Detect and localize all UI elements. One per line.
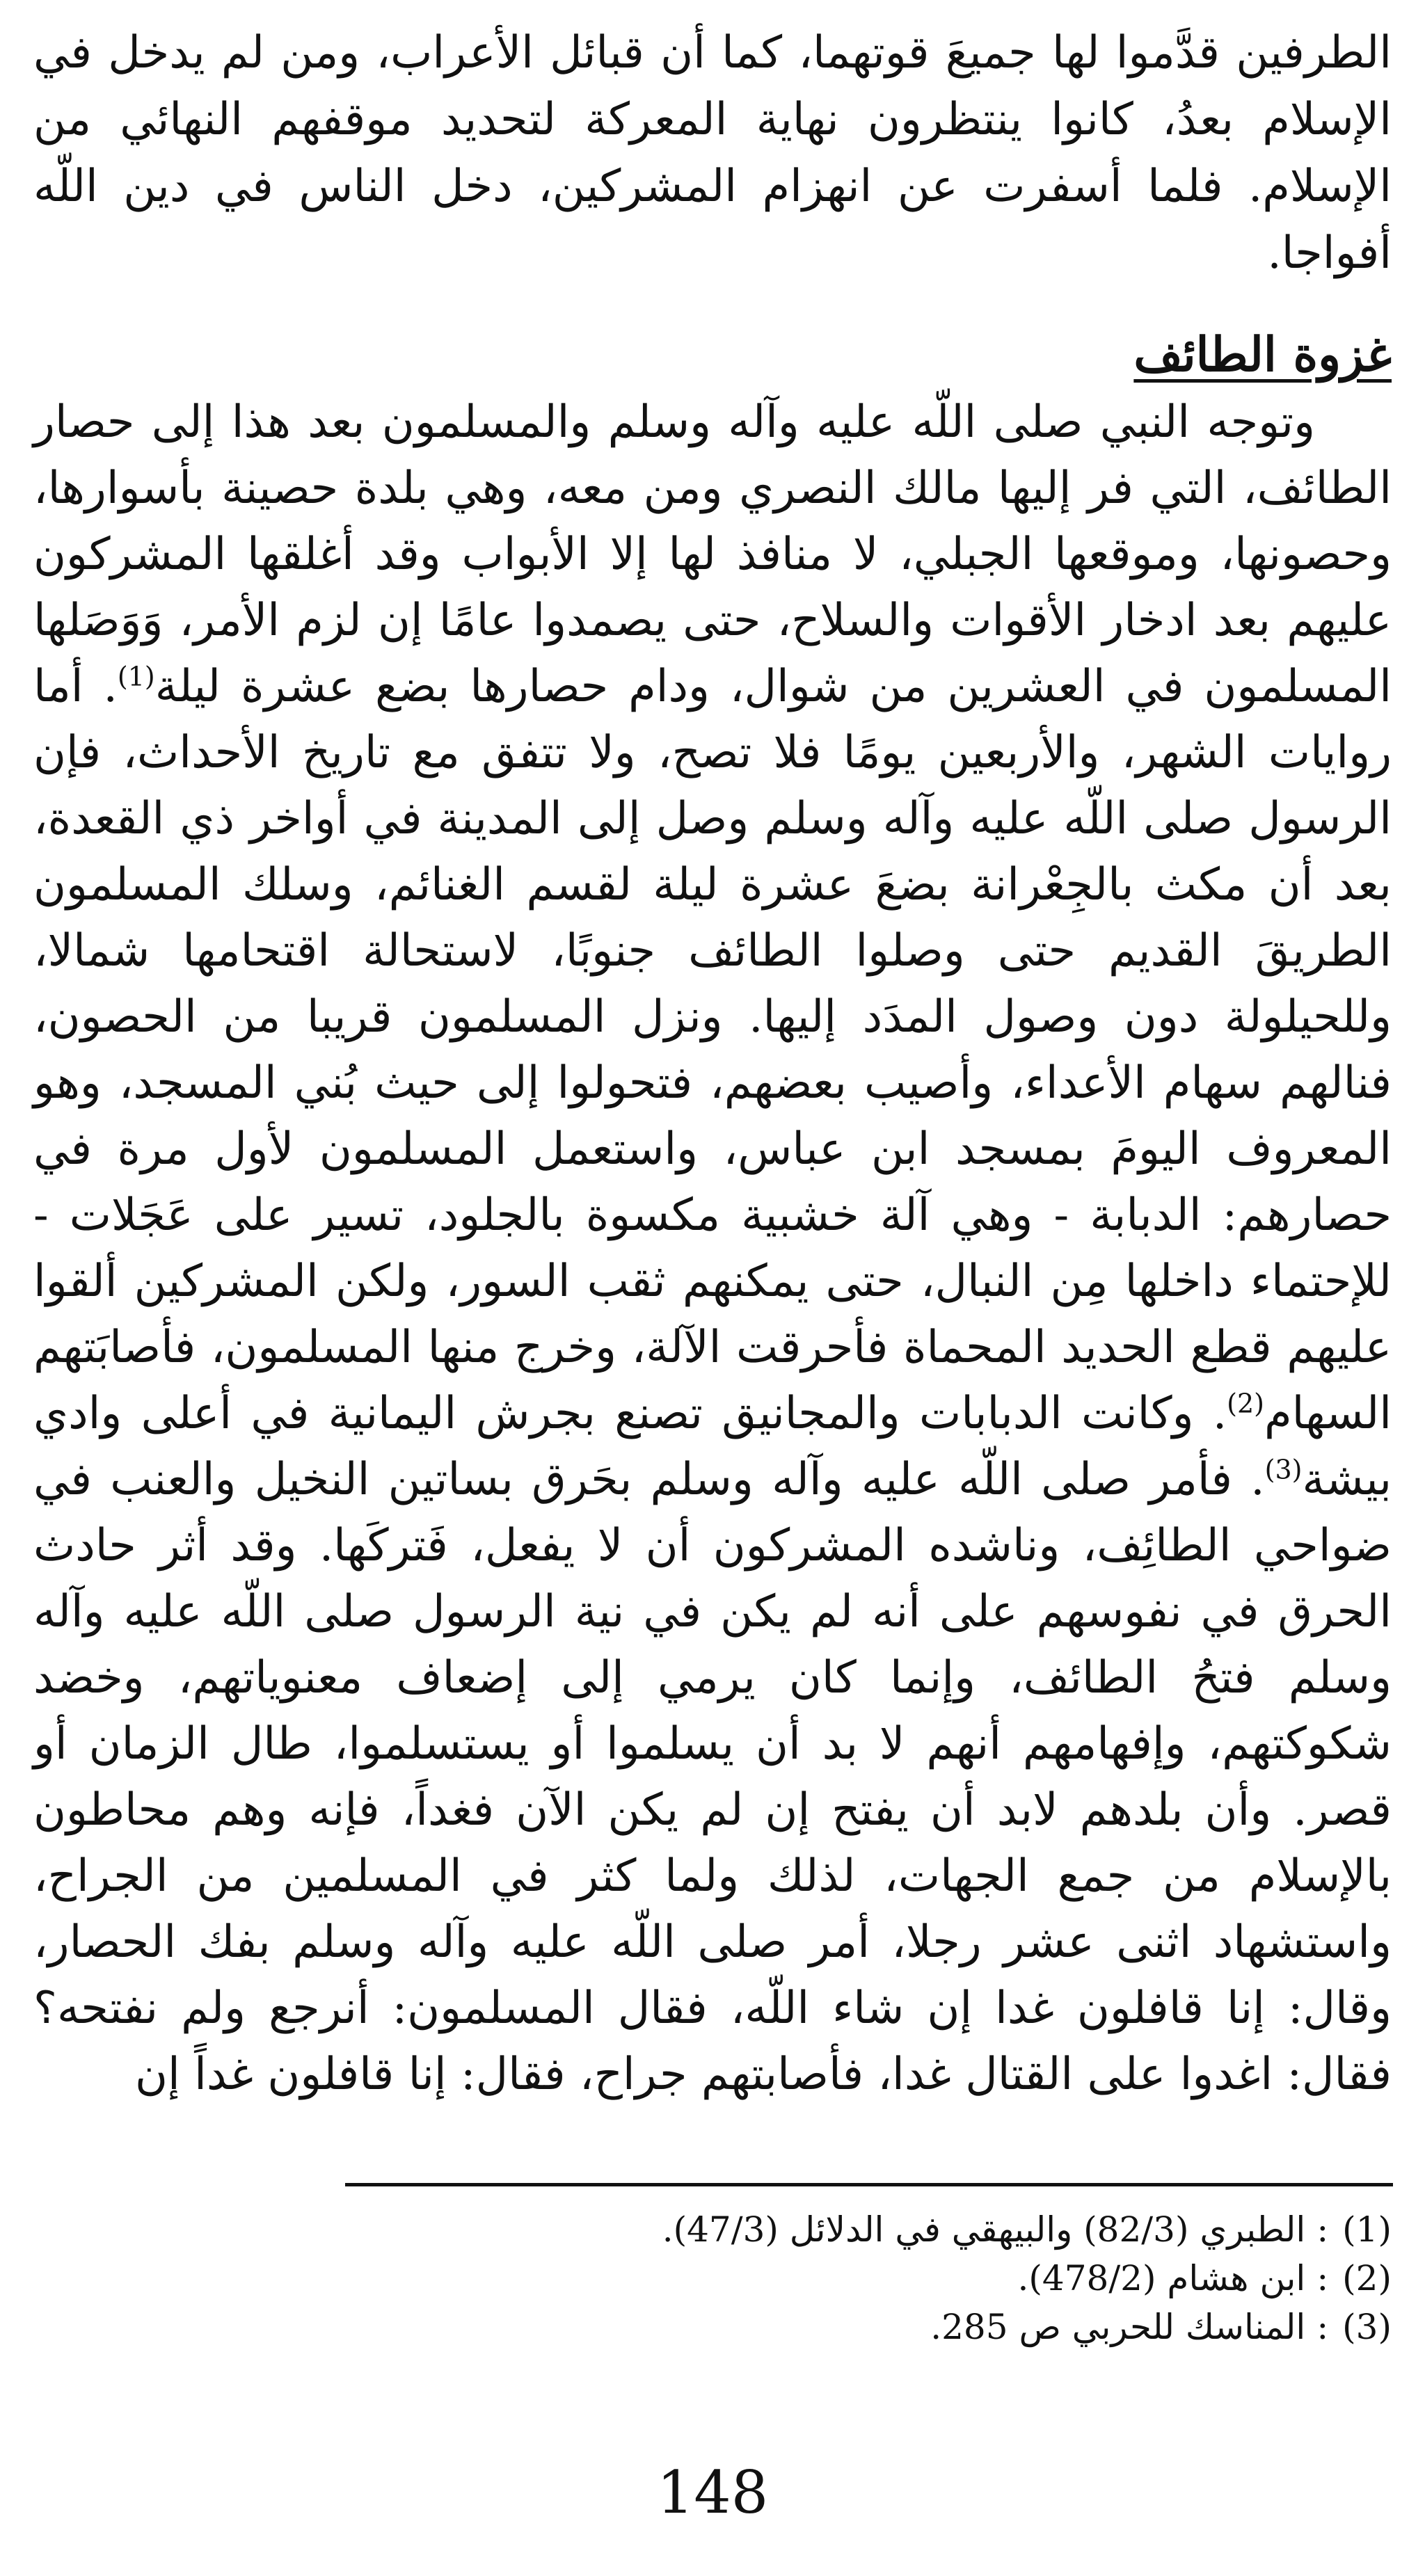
body-text-segment-4: . فأمر صلى اللّه عليه وآله وسلم بحَرق بساتين النخيل والعنب في ضواحي الطائِف، وناشده المشركون أن لا يفعل، فَتركَها. وقد أثر حادث الحرق في نفوسهم على أنه لم يكن في نية الرسول صلى اللّه عليه وآله وسلم فتحُ الطائف، وإنما كان يرمي إلى إضعاف معنوياتهم، وخضد شكوكتهم، وإفهامهم أنهم لا بد أن يسلموا أو يستسلموا، طال الزمان أو قصر. وأن بلدهم لابد أن يفتح إن لم يكن الآن فغداً، فإنه وهم محاطون بالإسلام من جمع الجهات، لذلك ولما كثر في المسلمين من الجراح، واستشهاد اثنى عشر رجلا، أمر صلى اللّه عليه وآله وسلم بفك الحصار، وقال: إنا قافلون غدا إن شاء اللّه، فقال المسلمون: أنرجع ولم نفتحه؟ فقال: اغدوا على القتال غدا، فأصابتهم جراح، فقال: إنا قافلون غداً إن <box>33 1454 1392 2100</box>
footnote-number: (3) <box>1342 2307 1392 2347</box>
footnote-number: (2) <box>1342 2258 1392 2298</box>
footnote-text: الطبري (82/3) والبيهقي في الدلائل (47/3). <box>662 2209 1306 2250</box>
footnote-text: ابن هشام (478/2). <box>1017 2258 1306 2298</box>
intro-paragraph: الطرفين قدَّموا لها جميعَ قوتهما، كما أن قبائل الأعراب، ومن لم يدخل في الإسلام بعدُ، كانوا ينتظرون نهاية المعركة لتحديد موقفهم النهائي من الإسلام. فلما أسفرت عن انهزام المشركين، دخل الناس في دين اللّه أفواجا. <box>33 27 1392 279</box>
footnotes-section <box>33 2205 1392 2351</box>
footnote-divider <box>345 2183 1393 2186</box>
footnote-text: المناسك للحربي ص 285. <box>930 2307 1306 2347</box>
page-number: 148 <box>656 2458 769 2527</box>
footnote-colon: : <box>1316 2307 1329 2347</box>
body-text-segment-2: . أما روايات الشهر، والأربعين يومًا فلا تصح، ولا تتفق مع تاريخ الأحداث، فإن الرسول صلى اللّه عليه وآله وسلم وصل إلى المدينة في أواخر ذي القعدة، بعد أن مكث بالجِعْرانة بضعَ عشرة ليلة لقسم الغنائم، وسلك المسلمون الطريقَ القديم حتى وصلوا الطائف جنوبًا، لاستحالة اقتحامها شمالا، وللحيلولة دون وصول المدَد إليها. ونزل المسلمون قريبا من الحصون، فنالهم سهام الأعداء، وأصيب بعضهم، فتحولوا إلى حيث بُني المسجد، وهو المعروف اليومَ بمسجد ابن عباس، واستعمل المسلمون لأول مرة في حصارهم: الدبابة - وهي آلة خشبية مكسوة بالجلود، تسير على عَجَلات - للإحتماء داخلها مِن النبال، حتى يمكنهم ثقب السور، ولكن المشركين ألقوا عليهم قطع الحديد المحماة فأحرقت الآلة، وخرج منها المسلمون، فأصابَتهم السهام <box>33 661 1392 1439</box>
footnote-colon: : <box>1316 2258 1329 2298</box>
footnote-item <box>33 2205 1392 2254</box>
footnote-item <box>33 2254 1392 2303</box>
body-text-segment-1: وتوجه النبي صلى اللّه عليه وآله وسلم والمسلمون بعد هذا إلى حصار الطائف، التي فر إليها مالك النصري ومن معه، وهي بلدة حصينة بأسوارها، وحصونها، وموقعها الجبلي، لا منافذ لها إلا الأبواب وقد أغلقها المشركون عليهم بعد ادخار الأقوات والسلاح، حتى يصمدوا عامًا إن لزم الأمر، وَوَصَلها المسلمون في العشرين من شوال، ودام حصارها بضع عشرة ليلة <box>33 397 1392 712</box>
footnote-number: (1) <box>1342 2209 1392 2250</box>
footnote-ref-2[interactable]: (2) <box>1227 1388 1264 1419</box>
body-paragraph <box>33 390 1392 2108</box>
footnote-ref-1[interactable]: (1) <box>117 661 155 692</box>
footnote-colon: : <box>1316 2209 1329 2250</box>
section-heading: غزوة الطائف <box>1133 327 1392 383</box>
footnote-item <box>33 2303 1392 2351</box>
body-text-segment-3: . وكانت الدبابات والمجانيق تصنع بجرش اليمانية في أعلى وادي بيشة <box>33 1388 1392 1505</box>
footnote-ref-3[interactable]: (3) <box>1264 1454 1303 1485</box>
